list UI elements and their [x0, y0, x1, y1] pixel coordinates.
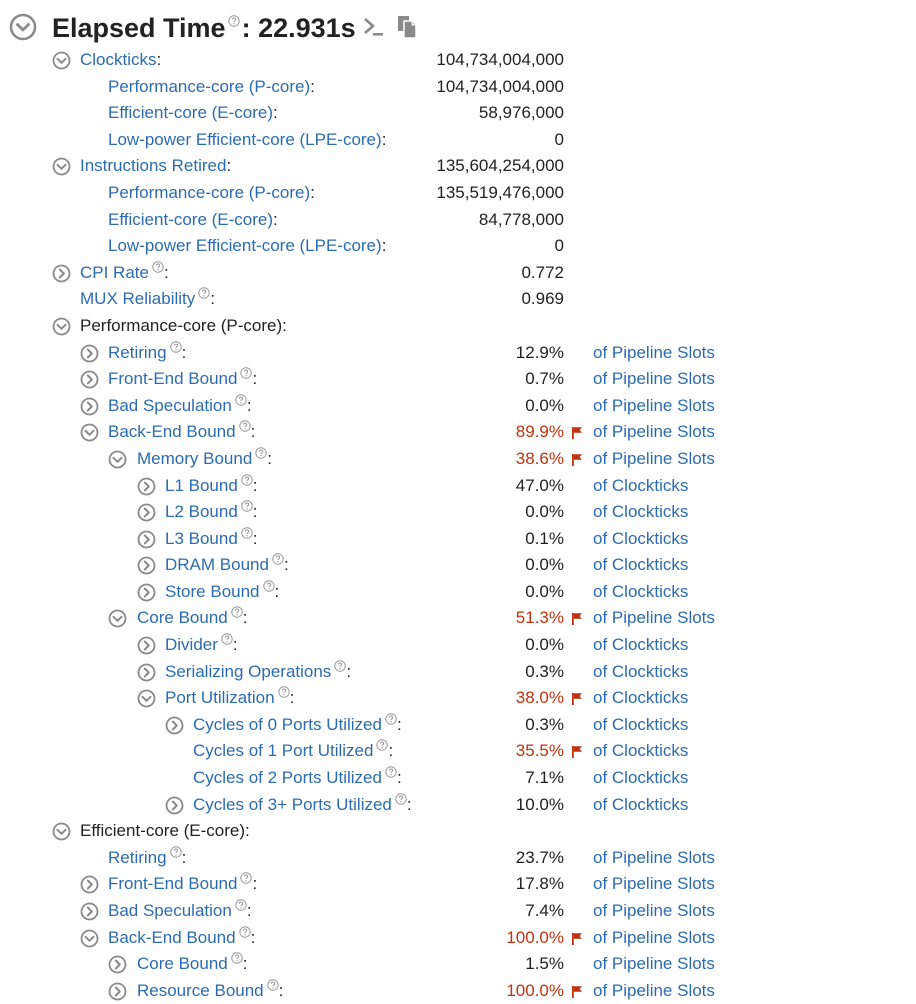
question-circle-icon[interactable] — [231, 952, 243, 964]
metric-value: 84,778,000 — [478, 209, 564, 229]
flag-icon — [571, 426, 583, 439]
question-circle-icon[interactable] — [170, 341, 182, 353]
metric-row-l2-bound — [0, 499, 916, 526]
collapse-chevron-icon[interactable] — [80, 423, 99, 442]
metric-row-low-power-efficient-core-lpe-core — [0, 127, 916, 154]
metric-label — [108, 366, 257, 393]
label-colon: : — [310, 182, 315, 202]
expand-chevron-icon[interactable] — [137, 583, 156, 602]
metric-link[interactable]: DRAM Bound — [165, 555, 269, 575]
flag-icon — [571, 692, 583, 705]
metric-label — [80, 286, 215, 313]
flag-icon — [571, 745, 583, 758]
expand-chevron-icon[interactable] — [52, 264, 71, 283]
question-circle-icon[interactable] — [239, 926, 251, 938]
metric-label — [165, 499, 258, 526]
metric-link[interactable]: Low-power Efficient-core (LPE-core) — [108, 129, 382, 149]
metric-row-l1-bound — [0, 473, 916, 500]
metric-link[interactable]: Back-End Bound — [108, 422, 236, 442]
expand-chevron-icon[interactable] — [137, 530, 156, 549]
label-colon: : — [278, 980, 284, 1000]
metric-link[interactable]: Retiring — [108, 342, 167, 362]
metric-label — [165, 473, 258, 500]
metric-label — [108, 871, 257, 898]
metric-label — [108, 100, 278, 127]
question-circle-icon[interactable] — [255, 447, 267, 459]
metric-value: 0.0% — [525, 581, 564, 601]
metric-label — [193, 765, 402, 792]
metric-link[interactable]: Efficient-core (E-core) — [108, 103, 274, 123]
metric-value: 0.3% — [525, 714, 564, 734]
metric-link[interactable]: Back-End Bound — [108, 927, 236, 947]
title-label: Elapsed Time — [52, 13, 226, 43]
metric-value: 38.0% — [515, 688, 564, 708]
metric-label — [165, 526, 258, 553]
metric-link[interactable]: Front-End Bound — [108, 369, 238, 389]
metric-unit-link[interactable]: of Clockticks — [593, 555, 689, 575]
metric-link[interactable]: Divider — [165, 635, 218, 655]
expand-chevron-icon[interactable] — [80, 397, 99, 416]
expand-chevron-icon[interactable] — [80, 370, 99, 389]
label-colon: : — [226, 156, 232, 176]
metric-label — [108, 233, 386, 260]
label-colon: : — [289, 688, 295, 708]
metric-link[interactable]: Performance-core (P-core) — [108, 76, 311, 96]
metric-link[interactable]: L3 Bound — [165, 528, 238, 548]
metric-value: 0.0% — [525, 395, 564, 415]
metric-link[interactable]: Low-power Efficient-core (LPE-core) — [108, 236, 382, 256]
metric-label — [137, 951, 247, 978]
metric-unit-link[interactable]: of Clockticks — [593, 714, 689, 734]
metric-unit-link[interactable]: of Pipeline Slots — [593, 448, 715, 468]
label-colon: : — [250, 422, 256, 442]
expand-chevron-icon[interactable] — [108, 982, 127, 1001]
flag-icon — [571, 612, 583, 625]
metric-link[interactable]: Memory Bound — [137, 448, 253, 468]
metric-link[interactable]: L2 Bound — [165, 502, 238, 522]
metric-row-resource-bound — [0, 978, 916, 1004]
metric-row-cycles-of-0-ports-utilized — [0, 712, 916, 739]
question-circle-icon[interactable] — [267, 979, 279, 991]
metric-label — [80, 47, 161, 74]
flag-icon — [571, 985, 583, 998]
expand-chevron-icon[interactable] — [165, 716, 184, 735]
collapse-chevron-icon[interactable] — [137, 689, 156, 708]
metric-label — [108, 898, 252, 925]
metric-link[interactable]: L1 Bound — [165, 475, 238, 495]
metric-row-clockticks — [0, 47, 916, 74]
metric-row-back-end-bound — [0, 419, 916, 446]
metric-label — [108, 845, 186, 872]
label-colon: : — [250, 927, 256, 947]
metric-value: 0.0% — [525, 635, 564, 655]
metric-row-back-end-bound — [0, 925, 916, 952]
copy-icon[interactable] — [396, 14, 418, 40]
metric-row-retiring — [0, 340, 916, 367]
metric-row-front-end-bound — [0, 871, 916, 898]
metric-value: 23.7% — [515, 847, 564, 867]
expand-chevron-icon[interactable] — [137, 556, 156, 575]
metric-unit-link[interactable]: of Clockticks — [593, 581, 689, 601]
metric-value: 135,519,476,000 — [436, 182, 564, 202]
question-circle-icon[interactable] — [240, 367, 252, 379]
metric-value: 100.0% — [506, 927, 564, 947]
metric-row-performance-core-p-core — [0, 180, 916, 207]
metric-group-label: Efficient-core (E-core) — [80, 821, 246, 841]
metric-value: 38.6% — [515, 448, 564, 468]
label-colon: : — [310, 76, 315, 96]
command-line-icon[interactable] — [362, 14, 384, 38]
question-circle-icon[interactable] — [235, 899, 247, 911]
metric-value: 12.9% — [515, 342, 564, 362]
metric-label — [108, 207, 278, 234]
question-circle-icon[interactable] — [376, 739, 388, 751]
metric-row-cycles-of-3-ports-utilized — [0, 792, 916, 819]
metric-link[interactable]: Cycles of 1 Port Utilized — [193, 741, 374, 761]
metric-unit-link[interactable]: of Pipeline Slots — [593, 954, 715, 974]
metric-label — [165, 579, 279, 606]
metric-link[interactable]: Clockticks — [80, 50, 157, 69]
label-colon: : — [282, 315, 287, 335]
metric-value: 35.5% — [515, 741, 564, 761]
label-colon: : — [181, 342, 187, 362]
metric-unit-link[interactable]: of Clockticks — [593, 502, 689, 522]
metric-link[interactable]: Core Bound — [137, 608, 228, 628]
metric-label — [108, 127, 386, 154]
question-circle-icon[interactable] — [395, 793, 407, 805]
collapse-chevron-icon[interactable] — [108, 450, 127, 469]
metric-group-label: Performance-core (P-core) — [80, 315, 283, 335]
expand-chevron-icon[interactable] — [137, 477, 156, 496]
label-colon: : — [210, 289, 215, 309]
collapse-chevron-icon[interactable] — [52, 822, 71, 841]
metric-label — [165, 685, 294, 712]
label-colon: : — [273, 209, 278, 229]
question-circle-icon[interactable] — [334, 660, 346, 672]
metric-row-efficient-core-e-core — [0, 100, 916, 127]
collapse-chevron-icon[interactable] — [9, 13, 37, 41]
metric-unit-link[interactable]: of Clockticks — [593, 794, 689, 814]
expand-chevron-icon[interactable] — [137, 503, 156, 522]
label-colon: : — [406, 794, 412, 814]
metric-row-store-bound — [0, 579, 916, 606]
label-colon: : — [252, 475, 258, 495]
metric-unit-link[interactable]: of Pipeline Slots — [593, 369, 715, 389]
metric-link[interactable]: Cycles of 3+ Ports Utilized — [193, 794, 392, 814]
label-colon: : — [163, 262, 169, 282]
metric-row-mux-reliability — [0, 286, 916, 313]
metric-label — [108, 74, 315, 101]
metric-label — [193, 792, 412, 819]
metric-row-instructions-retired — [0, 153, 916, 180]
metric-value: 17.8% — [515, 874, 564, 894]
metric-unit-link[interactable]: of Pipeline Slots — [593, 847, 715, 867]
metric-link[interactable]: Store Bound — [165, 581, 260, 601]
metric-unit-link[interactable]: of Clockticks — [593, 661, 689, 681]
flag-icon — [571, 932, 583, 945]
metric-value: 0.3% — [525, 661, 564, 681]
collapse-chevron-icon[interactable] — [108, 609, 127, 628]
metric-label — [80, 260, 169, 287]
expand-chevron-icon[interactable] — [80, 875, 99, 894]
metric-label — [193, 712, 402, 739]
question-circle-icon[interactable] — [228, 15, 240, 27]
metric-value: 135,604,254,000 — [436, 156, 564, 176]
metric-row-memory-bound — [0, 446, 916, 473]
question-circle-icon[interactable] — [241, 474, 253, 486]
metric-label — [108, 340, 186, 367]
metric-value: 7.1% — [525, 768, 564, 788]
question-circle-icon[interactable] — [221, 633, 233, 645]
label-colon: : — [396, 714, 402, 734]
flag-icon — [571, 453, 583, 466]
title-value: : 22.931s — [241, 13, 356, 43]
metric-row-port-utilization — [0, 685, 916, 712]
question-circle-icon[interactable] — [385, 713, 397, 725]
metric-value: 10.0% — [515, 794, 564, 814]
question-circle-icon[interactable] — [198, 287, 210, 299]
metric-label — [137, 446, 272, 473]
question-circle-icon[interactable] — [241, 527, 253, 539]
metric-unit-link[interactable]: of Pipeline Slots — [593, 608, 715, 628]
question-circle-icon[interactable] — [235, 394, 247, 406]
label-colon: : — [252, 874, 258, 894]
metric-unit-link[interactable]: of Pipeline Slots — [593, 342, 715, 362]
metric-value: 7.4% — [525, 901, 564, 920]
question-circle-icon[interactable] — [278, 686, 290, 698]
question-circle-icon[interactable] — [240, 872, 252, 884]
metric-label — [165, 552, 289, 579]
metric-link[interactable]: Performance-core (P-core) — [108, 182, 311, 202]
label-colon: : — [381, 129, 387, 149]
metric-row-cpi-rate — [0, 260, 916, 287]
expand-chevron-icon[interactable] — [80, 344, 99, 363]
metric-value: 104,734,004,000 — [436, 50, 564, 69]
metrics-tree — [0, 47, 916, 1004]
label-colon: : — [396, 768, 402, 788]
label-colon: : — [156, 50, 162, 69]
metric-unit-link[interactable]: of Pipeline Slots — [593, 980, 715, 1000]
question-circle-icon[interactable] — [239, 420, 251, 432]
label-colon: : — [252, 502, 258, 522]
metric-row-retiring — [0, 845, 916, 872]
collapse-chevron-icon[interactable] — [52, 317, 71, 336]
collapse-chevron-icon[interactable] — [52, 157, 71, 176]
metric-value: 58,976,000 — [478, 103, 564, 123]
metric-row-bad-speculation — [0, 898, 916, 925]
metric-unit-link[interactable]: of Clockticks — [593, 688, 689, 708]
metric-unit-link[interactable]: of Pipeline Slots — [593, 422, 715, 442]
label-colon: : — [252, 528, 258, 548]
question-circle-icon[interactable] — [170, 846, 182, 858]
metric-label — [80, 313, 287, 340]
metric-value: 0 — [554, 129, 564, 149]
metric-row-dram-bound — [0, 552, 916, 579]
metric-unit-link[interactable]: of Pipeline Slots — [593, 901, 715, 920]
metric-value: 89.9% — [515, 422, 564, 442]
metric-link[interactable]: Cycles of 2 Ports Utilized — [193, 768, 382, 788]
metric-row-front-end-bound — [0, 366, 916, 393]
metric-link[interactable]: Cycles of 0 Ports Utilized — [193, 714, 382, 734]
question-circle-icon[interactable] — [385, 766, 397, 778]
expand-chevron-icon[interactable] — [80, 902, 99, 921]
label-colon: : — [388, 741, 394, 761]
metric-label — [108, 925, 255, 952]
metric-value: 0.1% — [525, 528, 564, 548]
metric-unit-link[interactable]: of Pipeline Slots — [593, 927, 715, 947]
metric-unit-link[interactable]: of Pipeline Slots — [593, 874, 715, 894]
metric-label — [108, 393, 252, 420]
metric-link[interactable]: Core Bound — [137, 954, 228, 974]
label-colon: : — [181, 847, 187, 867]
expand-chevron-icon[interactable] — [137, 663, 156, 682]
label-colon: : — [274, 581, 280, 601]
metric-unit-link[interactable]: of Clockticks — [593, 475, 689, 495]
question-circle-icon[interactable] — [152, 261, 164, 273]
metric-row-efficient-core-e-core — [0, 207, 916, 234]
label-colon: : — [232, 635, 238, 655]
expand-chevron-icon[interactable] — [137, 636, 156, 655]
metric-label — [137, 605, 247, 632]
metric-unit-link[interactable]: of Clockticks — [593, 528, 689, 548]
metric-value: 0.7% — [525, 369, 564, 389]
metric-value: 1.5% — [525, 954, 564, 974]
metric-row-low-power-efficient-core-lpe-core — [0, 233, 916, 260]
metric-row-performance-core-p-core — [0, 74, 916, 101]
metric-row-core-bound — [0, 605, 916, 632]
metric-link[interactable]: Bad Speculation — [108, 395, 232, 415]
page-title — [52, 11, 356, 45]
question-circle-icon[interactable] — [241, 500, 253, 512]
metric-value: 0.969 — [521, 289, 564, 309]
metric-link[interactable]: Efficient-core (E-core) — [108, 209, 274, 229]
collapse-chevron-icon[interactable] — [80, 929, 99, 948]
metric-label — [165, 632, 238, 659]
metric-label — [165, 659, 351, 686]
question-circle-icon[interactable] — [231, 606, 243, 618]
metric-value: 0.0% — [525, 555, 564, 575]
question-circle-icon[interactable] — [263, 580, 275, 592]
expand-chevron-icon[interactable] — [108, 955, 127, 974]
metric-unit-link[interactable]: of Clockticks — [593, 768, 689, 788]
metric-value: 51.3% — [515, 608, 564, 628]
metric-link[interactable]: Port Utilization — [165, 688, 275, 708]
metric-row-serializing-operations — [0, 659, 916, 686]
metric-label — [80, 153, 231, 180]
metric-link[interactable]: Retiring — [108, 847, 167, 867]
collapse-chevron-icon[interactable] — [52, 51, 71, 70]
metric-value: 0.772 — [521, 262, 564, 282]
label-colon: : — [246, 395, 252, 415]
label-colon: : — [252, 369, 258, 389]
metric-link[interactable]: Front-End Bound — [108, 874, 238, 894]
label-colon: : — [267, 448, 273, 468]
metric-value: 0.0% — [525, 502, 564, 522]
label-colon: : — [245, 821, 250, 841]
metric-row-cycles-of-1-port-utilized — [0, 738, 916, 765]
label-colon: : — [242, 608, 248, 628]
metric-link[interactable]: MUX Reliability — [80, 289, 196, 309]
metric-label — [193, 738, 393, 765]
label-colon: : — [273, 103, 278, 123]
metric-link[interactable]: Instructions Retired — [80, 156, 227, 176]
label-colon: : — [246, 901, 252, 920]
metric-unit-link[interactable]: of Clockticks — [593, 635, 689, 655]
metric-value: 100.0% — [506, 980, 564, 1000]
metric-row-efficient-core-e-core — [0, 818, 916, 845]
metric-link[interactable]: Resource Bound — [137, 980, 264, 1000]
metric-label — [108, 180, 315, 207]
metric-link[interactable]: Serializing Operations — [165, 661, 332, 681]
metric-unit-link[interactable]: of Clockticks — [593, 741, 689, 761]
metric-row-divider — [0, 632, 916, 659]
label-colon: : — [346, 661, 352, 681]
metric-row-performance-core-p-core — [0, 313, 916, 340]
metric-link[interactable]: Bad Speculation — [108, 901, 232, 920]
metric-row-cycles-of-2-ports-utilized — [0, 765, 916, 792]
metric-value: 104,734,004,000 — [436, 76, 564, 96]
metric-label — [108, 419, 255, 446]
metric-unit-link[interactable]: of Pipeline Slots — [593, 395, 715, 415]
label-colon: : — [381, 236, 387, 256]
metric-row-bad-speculation — [0, 393, 916, 420]
label-colon: : — [283, 555, 289, 575]
metric-label — [137, 978, 283, 1004]
label-colon: : — [242, 954, 248, 974]
metric-value: 47.0% — [515, 475, 564, 495]
metric-label — [80, 818, 250, 845]
metric-value: 0 — [554, 236, 564, 256]
question-circle-icon[interactable] — [272, 553, 284, 565]
metric-row-l3-bound — [0, 526, 916, 553]
metric-link[interactable]: CPI Rate — [80, 262, 149, 282]
metric-row-core-bound — [0, 951, 916, 978]
expand-chevron-icon[interactable] — [165, 796, 184, 815]
